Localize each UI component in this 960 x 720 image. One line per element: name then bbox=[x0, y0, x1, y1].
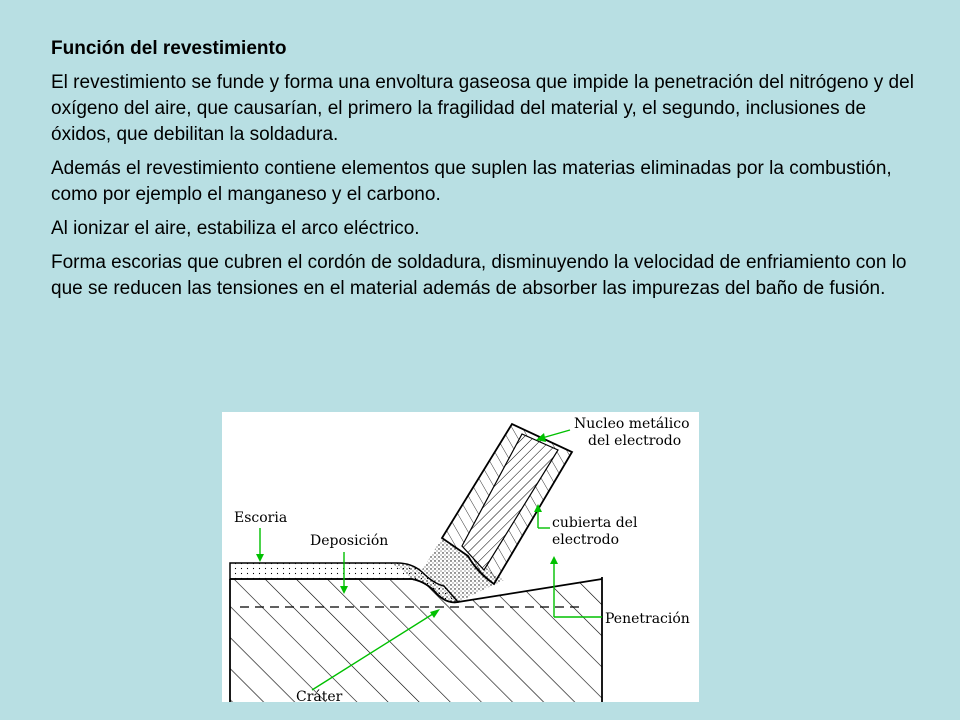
base-metal bbox=[230, 577, 602, 702]
label-cubierta-2: electrodo bbox=[552, 532, 620, 548]
slide-title: Función del revestimiento bbox=[51, 38, 287, 59]
paragraph-elements: Además el revestimiento contiene elementos que suplen las materias eliminadas por la combustión, como por ejemplo el manganeso y el carbono. bbox=[51, 158, 892, 205]
electrode-diagram bbox=[222, 412, 699, 702]
paragraph-function-gas: El revestimiento se funde y forma una envoltura gaseosa que impide la penetración del nitrógeno y del oxígeno del aire, que causarían, el primero la fragilidad del material y, el segundo, inclusiones de óxidos, que debilitan la soldadura. bbox=[51, 72, 914, 145]
label-nucleo-1: Nucleo metálico bbox=[574, 416, 690, 432]
label-escoria: Escoria bbox=[234, 510, 288, 526]
paragraph-arc: Al ionizar el aire, estabiliza el arco eléctrico. bbox=[51, 218, 420, 239]
paragraph-slag: Forma escorias que cubren el cordón de soldadura, disminuyendo la velocidad de enfriamiento con lo que se reducen las tensiones en el material además de absorber las impurezas del baño de fusión. bbox=[51, 252, 907, 299]
label-deposicion: Deposición bbox=[310, 533, 389, 549]
label-crater: Cráter bbox=[296, 689, 343, 702]
label-penetracion: Penetración bbox=[605, 611, 690, 627]
label-nucleo-2: del electrodo bbox=[588, 433, 682, 449]
label-cubierta-1: cubierta del bbox=[552, 515, 638, 531]
slide-text bbox=[51, 36, 921, 310]
